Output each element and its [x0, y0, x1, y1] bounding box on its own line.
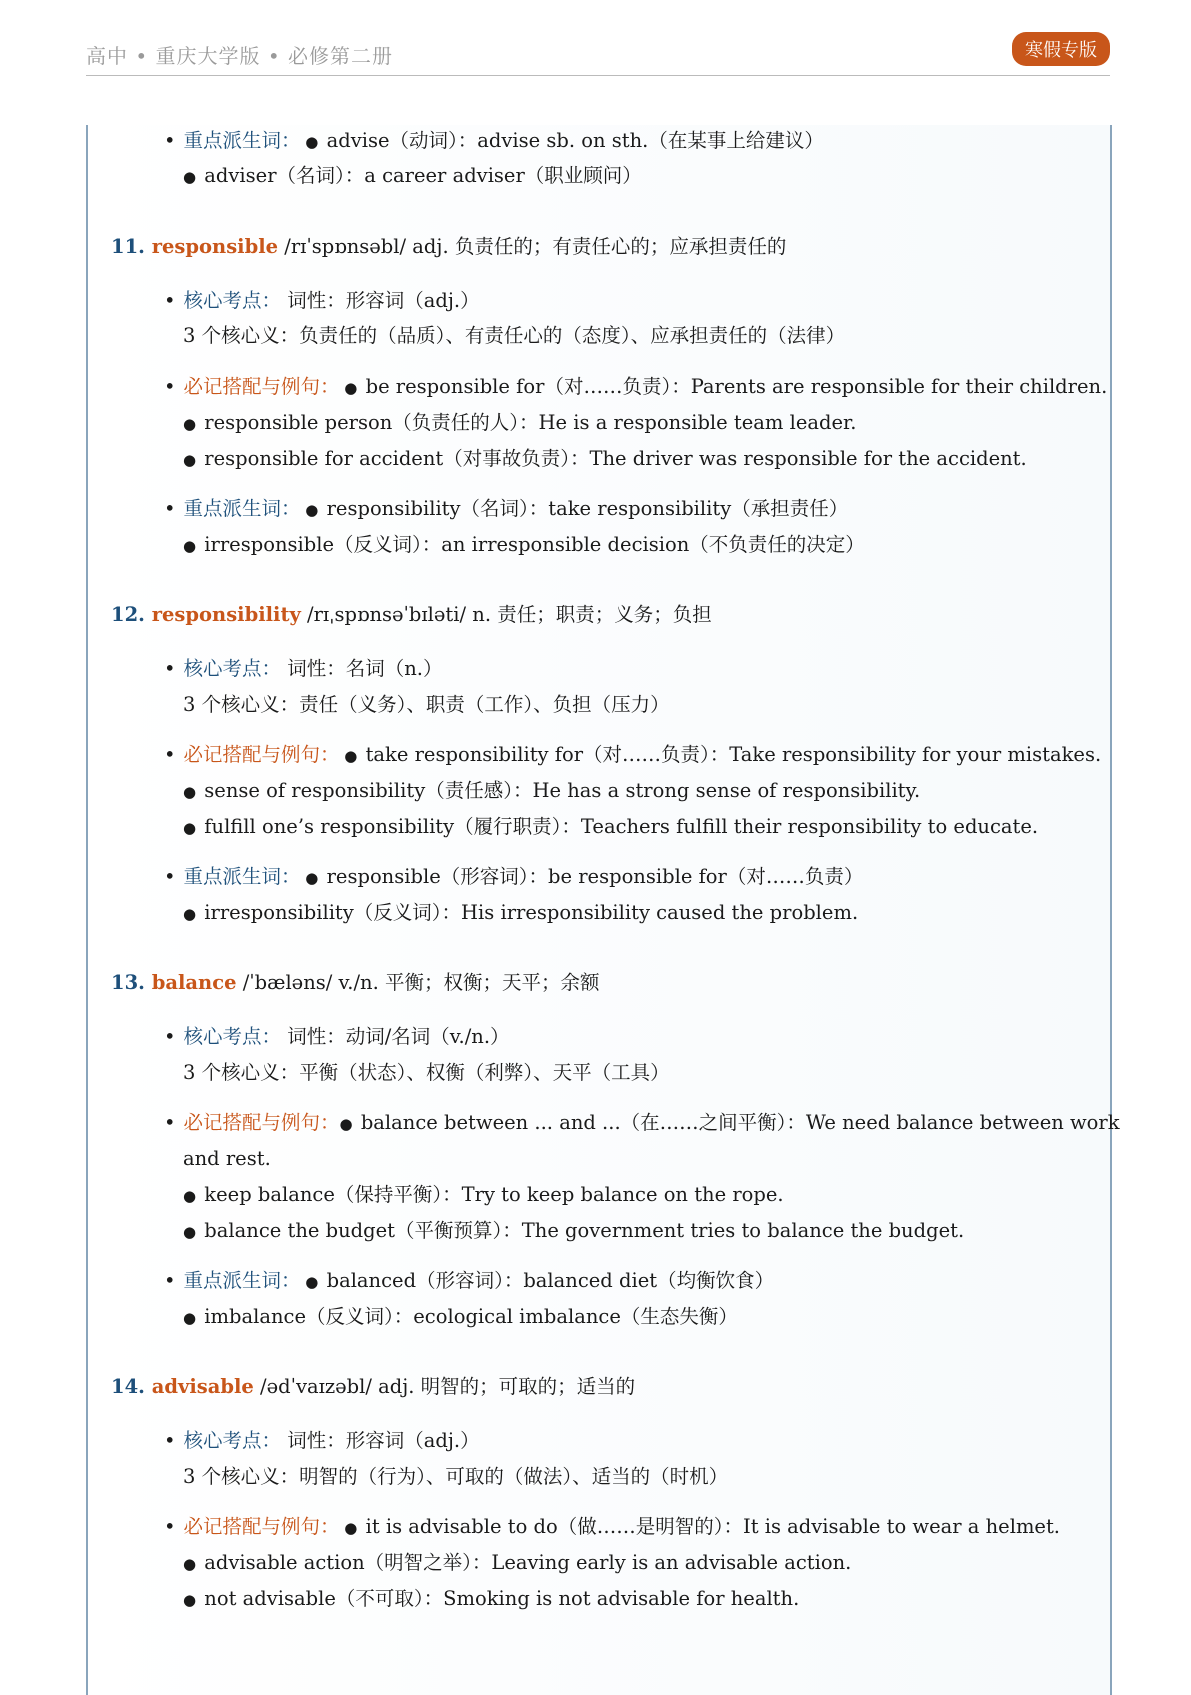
bullet-icon: • — [164, 1429, 176, 1452]
text-line — [183, 814, 1038, 841]
text-span: advise（动词）：advise sb. on sth.（在某事上给建议） — [320, 129, 824, 152]
text-line — [164, 288, 480, 314]
edition-badge: 寒假专版 — [1012, 32, 1110, 66]
text-line — [164, 374, 1107, 401]
text-span: sense of responsibility（责任感）：He has a strong sense of responsibility. — [198, 779, 921, 802]
bullet-icon: ● — [339, 747, 358, 765]
text-line — [164, 1268, 774, 1295]
text-span: 3 个核心义：明智的（行为）、可取的（做法）、适当的（时机） — [183, 1465, 729, 1488]
section-label: 核心考点： — [183, 657, 282, 680]
headword: responsibility — [144, 603, 301, 626]
bullet-icon: • — [164, 743, 176, 766]
text-span: responsible for accident（对事故负责）：The driver was responsible for the accident. — [198, 447, 1027, 470]
text-span: irresponsible（反义词）：an irresponsible decision（不负责任的决定） — [198, 533, 865, 556]
text-span: /ˈbæləns/ v./n. 平衡；权衡；天平；余额 — [236, 971, 600, 994]
text-span: 词性：动词/名词（v./n.） — [281, 1025, 510, 1048]
section-label: 必记搭配与例句： — [183, 1111, 340, 1134]
bullet-icon: • — [164, 497, 176, 520]
text-line — [111, 234, 786, 260]
headword: responsible — [144, 235, 279, 258]
text-span: and rest. — [183, 1147, 271, 1170]
page-header — [86, 16, 1110, 76]
text-line — [111, 970, 599, 996]
header-divider — [86, 75, 1110, 76]
bullet-icon: • — [164, 375, 176, 398]
bullet-icon: ● — [183, 537, 197, 555]
bullet-icon: ● — [300, 501, 319, 519]
section-label: 核心考点： — [183, 1025, 282, 1048]
text-line — [111, 1374, 635, 1400]
text-line — [183, 532, 865, 559]
text-line — [183, 1586, 799, 1613]
text-span: irresponsibility（反义词）：His irresponsibility caused the problem. — [198, 901, 859, 924]
text-span: advisable action（明智之举）：Leaving early is an advisable action. — [198, 1551, 852, 1574]
section-label: 核心考点： — [183, 289, 282, 312]
text-span: responsible person（负责任的人）：He is a responsible team leader. — [198, 411, 857, 434]
bullet-icon: • — [164, 1515, 176, 1538]
text-line — [183, 446, 1027, 473]
text-span: it is advisable to do（做……是明智的）：It is advisable to wear a helmet. — [359, 1515, 1061, 1538]
text-span: take responsibility for（对……负责）：Take responsibility for your mistakes. — [359, 743, 1102, 766]
section-label: 重点派生词： — [183, 865, 301, 888]
headword: balance — [144, 971, 237, 994]
bullet-icon: ● — [183, 1309, 197, 1327]
text-span: 3 个核心义：责任（义务）、职责（工作）、负担（压力） — [183, 693, 670, 716]
bullet-icon: ● — [183, 783, 197, 801]
bullet-icon: • — [164, 289, 176, 312]
text-line — [183, 1550, 851, 1577]
text-span: 3 个核心义：平衡（状态）、权衡（利弊）、天平（工具） — [183, 1061, 670, 1084]
text-line — [111, 602, 712, 628]
text-line — [183, 1464, 728, 1490]
text-line — [164, 1428, 480, 1454]
bullet-icon: ● — [183, 168, 197, 186]
text-span: /ədˈvaɪzəbl/ adj. 明智的；可取的；适当的 — [253, 1375, 636, 1398]
text-span: balance the budget（平衡预算）：The government tries to balance the budget. — [198, 1219, 965, 1242]
text-span: 词性：形容词（adj.） — [281, 1429, 480, 1452]
bullet-icon: • — [164, 129, 176, 152]
text-span: imbalance（反义词）：ecological imbalance（生态失衡） — [198, 1305, 738, 1328]
bullet-icon: • — [164, 657, 176, 680]
section-label: 必记搭配与例句： — [183, 1515, 340, 1538]
text-line — [183, 1218, 964, 1245]
text-span: responsibility（名词）：take responsibility（承担责任） — [320, 497, 849, 520]
text-line — [183, 1146, 271, 1172]
bullet-icon: ● — [339, 1115, 353, 1133]
text-span: balanced（形容词）：balanced diet（均衡饮食） — [320, 1269, 775, 1292]
bullet-icon: ● — [183, 1223, 197, 1241]
text-line — [183, 1304, 738, 1331]
headword: advisable — [144, 1375, 254, 1398]
section-label: 核心考点： — [183, 1429, 282, 1452]
bullet-icon: ● — [183, 415, 197, 433]
section-label: 重点派生词： — [183, 497, 301, 520]
text-line — [183, 410, 856, 437]
text-line — [183, 778, 920, 805]
text-line — [164, 1110, 1120, 1137]
text-span: /rɪˌspɒnsəˈbɪləti/ n. 责任；职责；义务；负担 — [300, 603, 712, 626]
text-line — [183, 323, 845, 349]
text-span: 3 个核心义：负责任的（品质）、有责任心的（态度）、应承担责任的（法律） — [183, 324, 846, 347]
text-line — [183, 1182, 784, 1209]
bullet-icon: • — [164, 1111, 176, 1134]
text-line — [164, 864, 863, 891]
section-label: 必记搭配与例句： — [183, 743, 340, 766]
text-span: 词性：名词（n.） — [281, 657, 443, 680]
bullet-icon: ● — [183, 819, 197, 837]
entry-number: 13. — [111, 971, 145, 994]
bullet-icon: • — [164, 1269, 176, 1292]
text-line — [164, 1514, 1060, 1541]
text-span: adviser（名词）：a career adviser（职业顾问） — [198, 164, 642, 187]
text-line — [183, 1060, 670, 1086]
text-span: fulfill one’s responsibility（履行职责）：Teachers fulfill their responsibility to educate. — [198, 815, 1039, 838]
bullet-icon: • — [164, 865, 176, 888]
bullet-icon: ● — [300, 1273, 319, 1291]
entry-number: 14. — [111, 1375, 145, 1398]
text-line — [164, 742, 1101, 769]
entry-number: 11. — [111, 235, 145, 258]
bullet-icon: ● — [339, 1519, 358, 1537]
text-line — [164, 656, 443, 682]
bullet-icon: ● — [300, 133, 319, 151]
bullet-icon: ● — [183, 905, 197, 923]
section-label: 重点派生词： — [183, 1269, 301, 1292]
bullet-icon: ● — [300, 869, 319, 887]
text-line — [164, 1024, 510, 1050]
text-span: /rɪˈspɒnsəbl/ adj. 负责任的；有责任心的；应承担责任的 — [278, 235, 787, 258]
bullet-icon: • — [164, 1025, 176, 1048]
text-line — [183, 900, 858, 927]
bullet-icon: ● — [183, 451, 197, 469]
bullet-icon: ● — [183, 1187, 197, 1205]
entry-number: 12. — [111, 603, 145, 626]
bullet-icon: ● — [339, 379, 358, 397]
bullet-icon: ● — [183, 1555, 197, 1573]
text-span: keep balance（保持平衡）：Try to keep balance on the rope. — [198, 1183, 784, 1206]
text-span: responsible（形容词）：be responsible for（对……负责） — [320, 865, 864, 888]
section-label: 重点派生词： — [183, 129, 301, 152]
text-line — [164, 128, 824, 155]
text-span: be responsible for（对……负责）：Parents are responsible for their children. — [359, 375, 1108, 398]
text-line — [183, 163, 642, 190]
book-title: 高中 • 重庆大学版 • 必修第二册 — [86, 44, 394, 68]
text-span: not advisable（不可取）：Smoking is not advisable for health. — [198, 1587, 800, 1610]
bullet-icon: ● — [183, 1591, 197, 1609]
section-label: 必记搭配与例句： — [183, 375, 340, 398]
text-span: balance between ... and ...（在……之间平衡）：We need balance between work — [354, 1111, 1120, 1134]
text-line — [164, 496, 848, 523]
text-line — [183, 692, 670, 718]
text-span: 词性：形容词（adj.） — [281, 289, 480, 312]
